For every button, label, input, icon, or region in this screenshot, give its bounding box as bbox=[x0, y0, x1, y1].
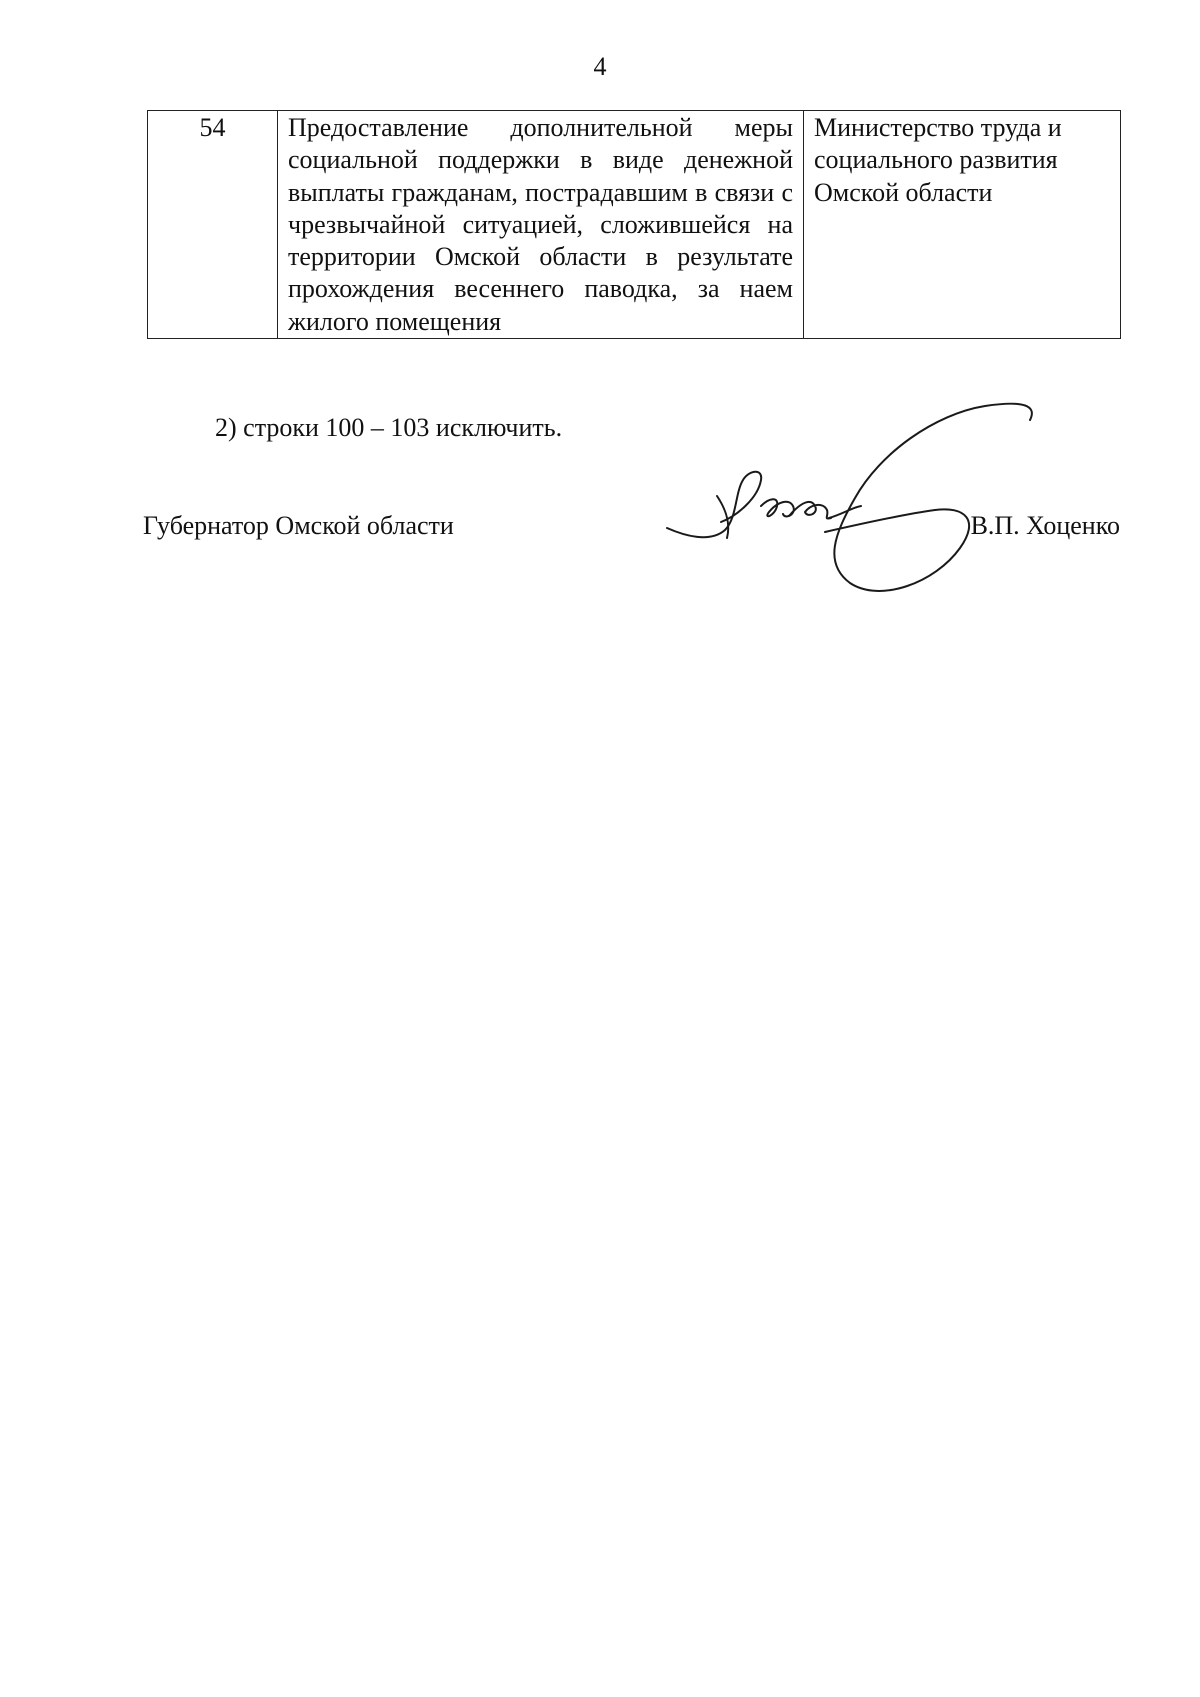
handwritten-signature bbox=[665, 398, 1045, 603]
responsible-organization-cell: Министерство труда и социального развития Омской области bbox=[804, 111, 1121, 339]
signatory-name: В.П. Хоценко bbox=[970, 511, 1120, 540]
page-number: 4 bbox=[593, 52, 607, 81]
table-row bbox=[148, 111, 1121, 339]
row-number-cell: 54 bbox=[148, 111, 278, 339]
signatory-position: Губернатор Омской области bbox=[143, 511, 454, 540]
services-table bbox=[147, 110, 1121, 339]
service-name-cell: Предоставление дополнительной меры социальной поддержки в виде денежной выплаты гражданам, пострадавшим в связи с чрезвычайной ситуацией, сложившейся на территории Омской области в результате прохождения весеннего паводка, за наем жилого помещения bbox=[278, 111, 804, 339]
amendment-item: 2) строки 100 – 103 исключить. bbox=[215, 413, 563, 442]
